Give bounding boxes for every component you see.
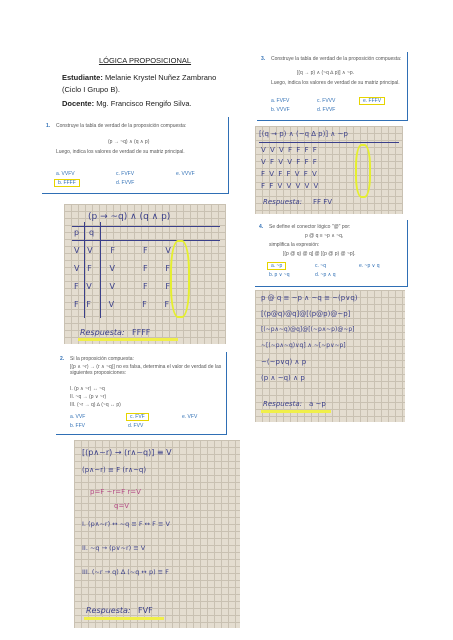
q3-option-c: c. FVVV — [317, 98, 336, 104]
question-4-expression: [(p @ q) @ q] @ [(p @ p) @ ~p]. — [283, 251, 356, 257]
photo4-line-5: I. (p∧~r) ↔ ~q ≡ F ↔ F ≡ V — [82, 520, 170, 528]
photo4-line-6: II. ~q → (p∨~r) ≡ V — [82, 544, 146, 552]
question-4-instruction: simplifica la expresión: — [269, 242, 320, 248]
photo3-line-5: ~(~p∨q) ∧ p — [261, 358, 307, 366]
handwritten-truth-table-1 — [64, 204, 226, 344]
q2-item-2: II. ~q → (p ∨ ~r) — [70, 394, 107, 400]
question-1-box — [42, 117, 229, 194]
teacher-info — [62, 99, 232, 108]
q2-option-a: a. VVF — [70, 414, 86, 420]
photo1-header-p: p — [74, 228, 80, 237]
photo3-line-2: [(p@q)@q]@[(p@p)@~p] — [261, 310, 351, 318]
handwritten-solution-2 — [74, 440, 240, 628]
q4-option-c: c. ~q — [315, 263, 326, 269]
q4-option-a-selected: a. ~p — [267, 262, 286, 270]
photo4-answer: FVF — [138, 606, 153, 615]
question-4-prompt: Se define el conector lógico "@" por: — [269, 224, 351, 230]
question-3-number: 3. — [261, 56, 266, 62]
question-2-formula: [(p ∧ ~r) → (r ∧ ~q)] no es falsa, determina el valor de verdad de las siguientes proposiciones: — [70, 364, 222, 376]
photo3-answer-underline — [261, 410, 331, 413]
photo1-header-q: q — [89, 228, 95, 237]
q3-option-b: b. VVVF — [271, 107, 290, 113]
q1-option-e: e. VVVF — [176, 171, 195, 177]
photo4-line-7: III. (~r → q) ∆ (~q ↔ p) ≡ F — [82, 568, 169, 576]
teacher-name: Mg. Francisco Rengifo Silva. — [96, 99, 192, 108]
q1-option-d: d. FVVF — [116, 180, 135, 186]
q3-option-d: d. FVVF — [317, 107, 336, 113]
question-1-number: 1. — [46, 123, 51, 129]
q3-option-e-selected: e. FFFV — [359, 97, 385, 105]
q2-item-1: I. (p ∧ ~r) ↔ ~q — [70, 386, 105, 392]
document-title: LÓGICA PROPOSICIONAL — [98, 56, 192, 65]
photo1-title: (p → ~q) ∧ (q ∧ p) — [88, 212, 171, 222]
question-3-instruction: Luego, indica los valores de verdad de su matriz principal. — [271, 80, 400, 86]
photo2-title: [(q → p) ∧ (~q ∆ p)] ∧ ~p — [259, 130, 348, 138]
photo3-line-3: [(~p∧~q)@q]@[(~p∧~p)@~p] — [261, 326, 355, 333]
q1-option-b-selected: b. FFFF — [54, 179, 80, 187]
photo3-line-4: ~[(~p∧~q)∨q] ∧ ~[~p∨~p] — [261, 342, 346, 349]
question-2-box — [56, 352, 227, 435]
question-3-formula: [(q → p) ∧ (~q ∆ p)] ∧ ~p. — [297, 70, 355, 76]
photo1-row-3: F V V F F — [74, 282, 170, 291]
q2-option-c-selected: c. FVF — [126, 413, 149, 421]
question-1-instruction: Luego, indica los valores de verdad de su matriz principal. — [56, 149, 185, 155]
photo1-row-2: V F V F F — [74, 264, 170, 273]
photo3-line-6: (p ∧ ~q) ∧ p — [261, 374, 305, 382]
question-2-prompt: Si la proposición compuesta: — [70, 356, 134, 362]
student-label: Estudiante: — [62, 73, 103, 82]
photo4-line-4: q=V — [114, 502, 130, 510]
photo1-row-4: F F V F F — [74, 300, 170, 309]
photo2-row-3: F V F F V F V — [261, 170, 318, 178]
question-3-box — [257, 52, 408, 121]
q2-option-d: d. FVV — [128, 423, 144, 429]
result-column-highlight — [170, 240, 190, 318]
photo2-answer-label: Respuesta: — [263, 198, 303, 206]
photo2-row-4: F F V V V V V — [261, 182, 320, 190]
question-4-formula: p @ q ≡ ~p ∧ ~q, — [305, 233, 344, 239]
question-1-formula: (p → ~q) ∧ (q ∧ p) — [108, 139, 150, 145]
photo2-row-1: V V V F F F F — [261, 146, 318, 154]
student-name: Melanie Krystel Nuñez Zambrano (Ciclo I Grupo B). — [62, 73, 217, 94]
photo4-line-1: [(p∧~r) → (r∧~q)] ≡ V — [82, 448, 172, 457]
photo4-line-2: (p∧~r) ≡ F (r∧~q) — [82, 466, 147, 474]
photo1-answer-underline — [78, 338, 178, 341]
teacher-label: Docente: — [62, 99, 95, 108]
photo3-answer-label: Respuesta: — [263, 400, 303, 408]
q2-item-3: III. (~r → q) ∆ (~q ↔ p) — [70, 402, 121, 408]
q1-option-c: c. FVFV — [116, 171, 135, 177]
photo2-row-2: V F V V F F F — [261, 158, 318, 166]
q4-option-d: d. ~p ∧ q — [315, 272, 336, 278]
photo1-answer: FFFF — [132, 328, 151, 337]
photo1-row-1: V V F F V — [74, 246, 171, 255]
question-4-box — [255, 220, 408, 287]
photo4-answer-label: Respuesta: — [86, 606, 131, 615]
q2-option-e: e. VFV — [182, 414, 198, 420]
q4-option-e: e. ~p ∨ q — [359, 263, 380, 269]
student-info — [62, 72, 232, 96]
photo2-result-highlight — [355, 144, 371, 198]
handwritten-truth-table-3 — [255, 126, 403, 214]
handwritten-simplification-4 — [255, 290, 405, 422]
photo1-answer-label: Respuesta: — [80, 328, 125, 337]
q3-option-a: a. FVFV — [271, 98, 290, 104]
question-1-prompt: Construye la tabla de verdad de la proposición compuesta: — [56, 123, 187, 129]
photo4-answer-underline — [84, 617, 164, 620]
q1-option-a: a. VVFV — [56, 171, 75, 177]
question-2-number: 2. — [60, 356, 65, 362]
photo3-answer: a ~p — [309, 400, 326, 408]
photo2-answer: FF FV — [313, 198, 333, 206]
photo3-line-1: p @ q ≡ ~p ∧ ~q ≡ ~(p∨q) — [261, 294, 358, 302]
q4-option-b: b. p ∨ ~q — [269, 272, 290, 278]
q2-option-b: b. FFV — [70, 423, 86, 429]
photo4-line-3: p=F ~r=F r=V — [90, 488, 141, 496]
question-4-number: 4. — [259, 224, 264, 230]
question-3-prompt: Construye la tabla de verdad de la proposición compuesta: — [271, 56, 402, 62]
